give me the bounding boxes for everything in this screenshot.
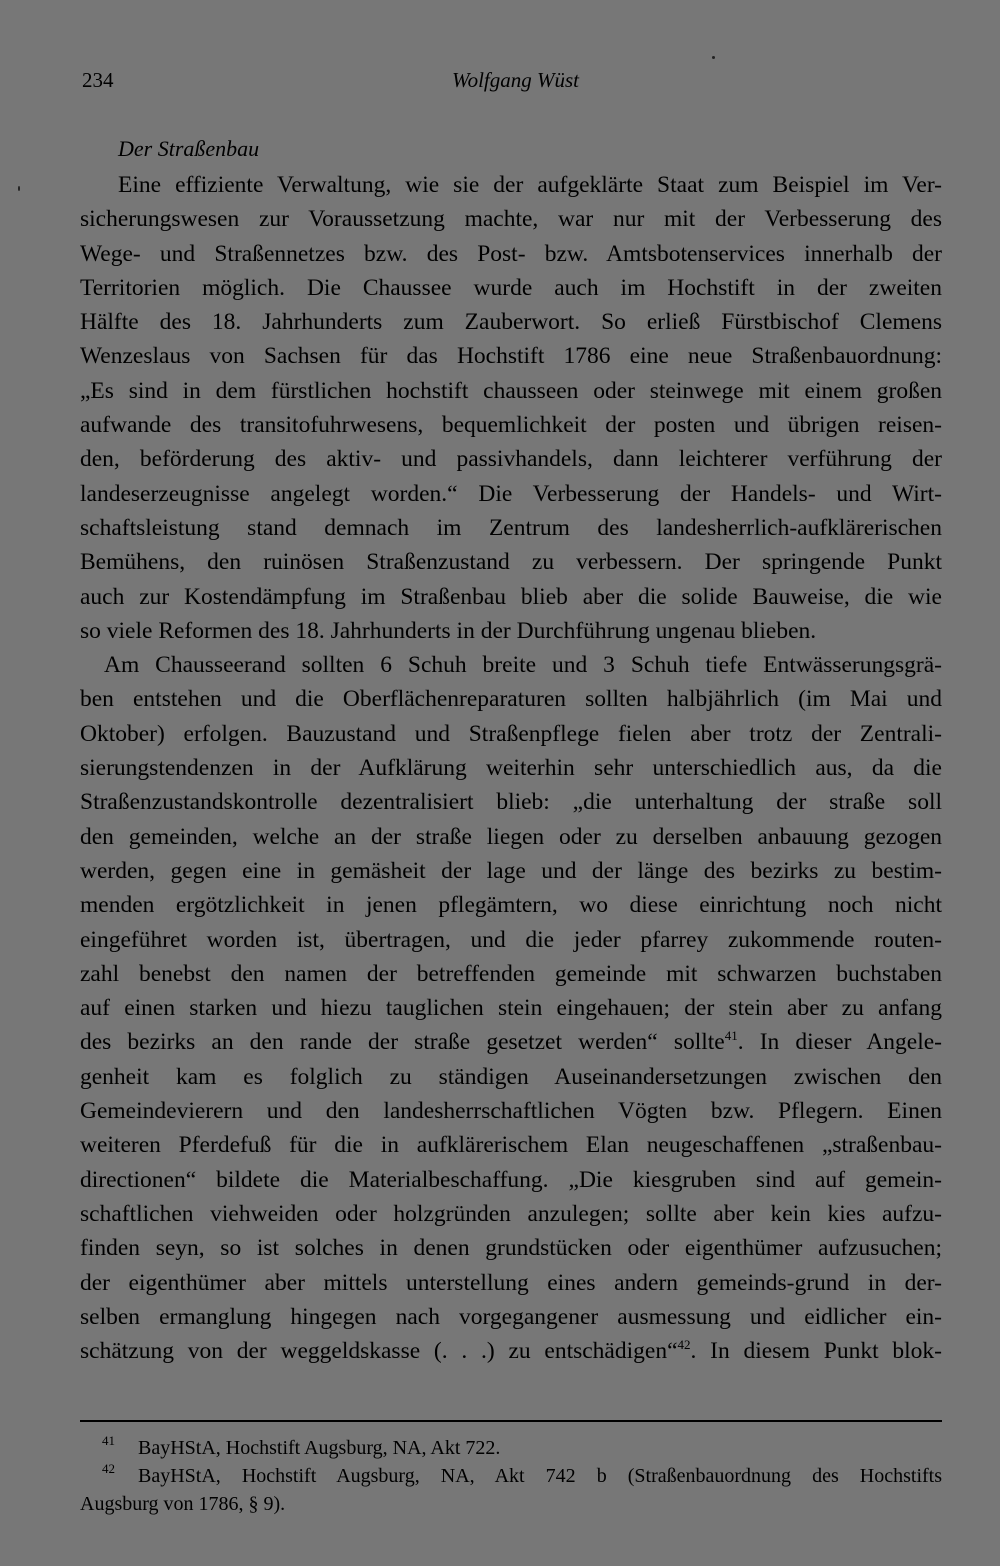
text-line: eingeführet worden ist, übertragen, und die jeder pfarrey zukommende routen- <box>80 926 942 953</box>
text-segment: schätzung von der weggeldskasse (. . .) zu entschädigen“ <box>80 1338 678 1365</box>
text-line: „Es sind in dem fürstlichen hochstift chausseen oder steinwege mit einem großen <box>80 377 942 404</box>
text-line: sicherungswesen zur Voraussetzung machte, war nur mit der Verbesserung des <box>80 206 942 233</box>
text-line: Territorien möglich. Die Chaussee wurde auch im Hochstift in der zweiten <box>80 274 942 301</box>
text-line: so viele Reformen des 18. Jahrhunderts in der Durchführung ungenau blieben. <box>80 617 817 644</box>
text-line: menden ergötzlichkeit in jenen pflegämtern, wo diese einrichtung noch nicht <box>80 892 942 919</box>
running-head-author: Wolfgang Wüst <box>452 68 579 92</box>
text-line: Wenzeslaus von Sachsen für das Hochstift 1786 eine neue Straßenbauordnung: <box>80 343 942 370</box>
paragraph-1 <box>80 168 942 648</box>
footnote-divider <box>80 1420 942 1422</box>
text-line: selben ermanglung hingegen nach vorgegangener ausmessung und eidlicher ein- <box>80 1303 942 1330</box>
footnote-41 <box>80 1434 942 1462</box>
text-line: sierungstendenzen in der Aufklärung weiterhin sehr unterschiedlich aus, da die <box>80 755 942 782</box>
text-line: aufwande des transitofuhrwesens, bequemlichkeit der posten und übrigen reisen- <box>80 412 942 439</box>
footnote-text: BayHStA, Hochstift Augsburg, NA, Akt 742 b (Straßenbauordnung des Hochstifts <box>138 1465 942 1487</box>
paragraph-2 <box>80 648 942 1368</box>
footnote-ref-41: 41 <box>724 1028 738 1044</box>
text-line-with-note-42 <box>80 1334 942 1368</box>
page-number: 234 <box>82 68 114 92</box>
text-line: Wege- und Straßennetzes bzw. des Post- bzw. Amtsbotenservices innerhalb der <box>80 240 942 267</box>
text-line: werden, gegen eine in gemäsheit der lage und der länge des bezirks zu bestim- <box>80 857 942 884</box>
text-line: schaftlichen viehweiden oder holzgründen anzulegen; sollte aber kein kies aufzu- <box>80 1200 942 1227</box>
text-line-with-note-41 <box>80 1025 942 1059</box>
section-heading: Der Straßenbau <box>118 136 260 161</box>
footnote-42-continuation: Augsburg von 1786, § 9). <box>80 1493 286 1515</box>
footnotes <box>80 1434 942 1518</box>
text-line: der eigenthümer aber mittels unterstellung eines andern gemeinds-grund in der- <box>80 1269 942 1296</box>
text-line: auf einen starken und hiezu tauglichen stein eingehauen; der stein aber zu anfang <box>80 995 942 1022</box>
text-segment: . In dieser Angele- <box>737 1029 942 1056</box>
footnote-ref-42: 42 <box>677 1337 691 1353</box>
text-line: Bemühens, den ruinösen Straßenzustand zu verbessern. Der springende Punkt <box>80 549 942 576</box>
text-line: Hälfte des 18. Jahrhunderts zum Zauberwort. So erließ Fürstbischof Clemens <box>80 309 942 336</box>
footnote-42 <box>80 1462 942 1490</box>
text-line: Am Chausseerand sollten 6 Schuh breite und 3 Schuh tiefe Entwässerungsgrä- <box>104 652 942 679</box>
text-line: den, beförderung des aktiv- und passivhandels, dann leichterer verführung der <box>80 446 942 473</box>
text-line: directionen“ bildete die Materialbeschaffung. „Die kiesgruben sind auf gemein- <box>80 1166 942 1193</box>
footnote-marker: 42 <box>102 1461 115 1476</box>
body-text <box>80 168 942 1368</box>
text-line: weiteren Pferdefuß für die in aufklärerischem Elan neugeschaffenen „straßenbau- <box>80 1132 942 1159</box>
text-line: finden seyn, so ist solches in denen grundstücken oder eigenthümer aufzusuchen; <box>80 1235 942 1262</box>
text-line: Straßenzustandskontrolle dezentralisiert blieb: „die unterhaltung der straße soll <box>80 789 942 816</box>
text-line: auch zur Kostendämpfung im Straßenbau blieb aber die solide Bauweise, die wie <box>80 583 942 610</box>
footnote-marker: 41 <box>102 1433 115 1448</box>
text-line: schaftsleistung stand demnach im Zentrum des landesherrlich-aufklärerischen <box>80 514 942 541</box>
text-line: Eine effiziente Verwaltung, wie sie der aufgeklärte Staat zum Beispiel im Ver- <box>118 172 942 198</box>
running-head <box>82 68 942 104</box>
text-line: Oktober) erfolgen. Bauzustand und Straßenpflege fielen aber trotz der Zentrali- <box>80 720 942 747</box>
text-line: zahl benebst den namen der betreffenden gemeinde mit schwarzen buchstaben <box>80 960 942 987</box>
scan-speck <box>712 56 715 59</box>
text-line: genheit kam es folglich zu ständigen Auseinandersetzungen zwischen den <box>80 1063 942 1090</box>
text-line: Gemeindevierern und den landesherrschaftlichen Vögten bzw. Pflegern. Einen <box>80 1098 942 1125</box>
footnote-text: BayHStA, Hochstift Augsburg, NA, Akt 722. <box>138 1437 501 1459</box>
text-line: den gemeinden, welche an der straße liegen oder zu derselben anbauung gezogen <box>80 823 942 850</box>
text-segment: des bezirks an den rande der straße gesetzet werden“ sollte <box>80 1029 725 1056</box>
scan-speck <box>18 186 20 191</box>
text-segment: . In diesem Punkt blok- <box>690 1338 942 1365</box>
text-line: ben entstehen und die Oberflächenreparaturen sollten halbjährlich (im Mai und <box>80 686 942 713</box>
text-line: landeserzeugnisse angelegt worden.“ Die Verbesserung der Handels- und Wirt- <box>80 480 942 507</box>
